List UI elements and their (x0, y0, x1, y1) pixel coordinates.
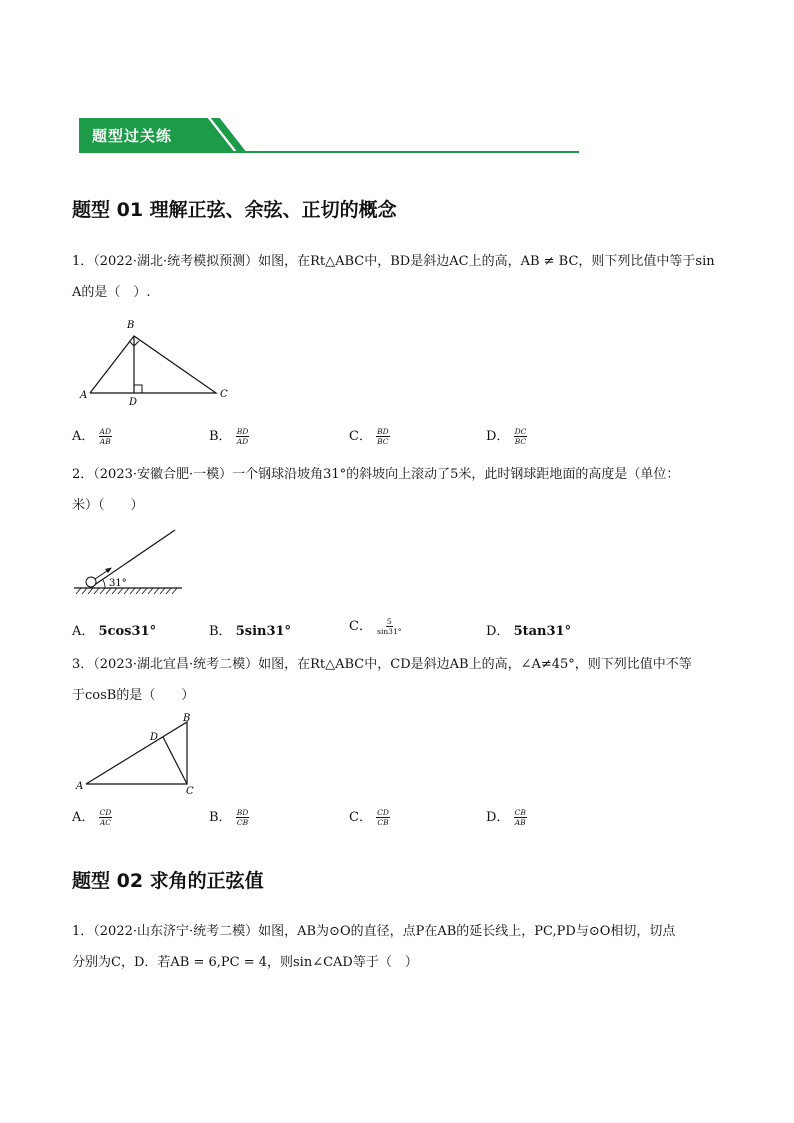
fraction: $\frac{CB}{AB}$ (514, 808, 526, 827)
vertex-label-b: B (183, 713, 191, 724)
option-value: 5cos31° (98, 624, 157, 639)
banner-label: 题型过关练 (92, 127, 173, 145)
option-letter: B． (209, 810, 232, 825)
section-title-02: 题型 02 求角的正弦值 (72, 870, 264, 892)
question-line: 1．（2022·湖北·统考模拟预测）如图，在Rt△ABC中，BD是斜边AC上的高，AB ≠ BC，则下列比值中等于sin (72, 254, 715, 269)
triangle-outline (86, 722, 187, 784)
vertex-label-b: B (127, 320, 135, 331)
option-b[interactable] (209, 425, 249, 446)
option-a[interactable] (72, 620, 156, 639)
option-a[interactable] (72, 425, 112, 446)
question-line: A的是（ ）. (72, 285, 151, 300)
vertex-label-c: C (186, 786, 194, 797)
option-c[interactable] (349, 615, 402, 636)
option-letter: A． (72, 624, 95, 639)
triangle-abc-figure (72, 710, 202, 800)
fraction: $\frac{BD}{CB}$ (236, 808, 249, 827)
vertex-label-d: D (150, 732, 159, 743)
fraction: $\frac{CD}{CB}$ (377, 808, 389, 827)
vertex-label-a: A (80, 390, 88, 401)
vertex-label-a: A (76, 781, 84, 792)
vertex-label-c: C (220, 389, 228, 400)
option-letter: C． (349, 810, 372, 825)
banner-underline (79, 151, 579, 153)
vertex-label-d: D (129, 397, 138, 408)
question-3-text (72, 649, 724, 711)
fraction: $\frac{BD}{BC}$ (377, 427, 389, 446)
section-title-01: 题型 01 理解正弦、余弦、正切的概念 (72, 199, 397, 221)
option-letter: D． (486, 429, 510, 444)
option-d[interactable] (486, 620, 571, 639)
option-letter: C． (349, 619, 372, 634)
fraction: $\frac{CD}{AC}$ (99, 808, 112, 827)
right-angle-mark-d (134, 385, 142, 393)
option-letter: C． (349, 429, 372, 444)
triangle-outline (90, 336, 216, 393)
altitude-cd (163, 737, 187, 784)
question-line: 3．（2023·湖北宜昌·统考二模）如图，在Rt△ABC中，CD是斜边AB上的高，∠A≠45°，则下列比值中不等 (72, 657, 692, 672)
option-b[interactable] (209, 620, 291, 639)
question-line: 分别为C，D．若AB = 6,PC = 4，则sin∠CAD等于（ ） (72, 955, 418, 970)
option-letter: B． (209, 624, 232, 639)
option-value: 5sin31° (235, 624, 292, 639)
option-letter: B． (209, 429, 232, 444)
option-letter: D． (486, 624, 510, 639)
option-d[interactable] (486, 806, 527, 827)
option-d[interactable] (486, 425, 527, 446)
option-letter: D． (486, 810, 510, 825)
question-line: 于cosB的是（ ） (72, 688, 195, 703)
question-2-text (72, 459, 724, 521)
fraction: $\frac{BD}{AD}$ (236, 427, 249, 446)
slope-figure (72, 524, 187, 599)
option-value: 5tan31° (513, 624, 572, 639)
angle-arc (103, 580, 105, 588)
question-line: 米）（ ） (72, 498, 144, 513)
option-letter: A． (72, 429, 95, 444)
fraction: $\frac{DC}{BC}$ (514, 427, 527, 446)
option-a[interactable] (72, 806, 112, 827)
fraction: $\frac{5}{\sin 31^\circ}$ (377, 617, 402, 636)
steel-ball (86, 577, 96, 587)
question-1-text (72, 246, 724, 308)
question-line: 2．（2023·安徽合肥·一模）一个钢球沿坡角31°的斜坡向上滚动了5米，此时钢球距地面的高度是（单位： (72, 467, 680, 482)
option-c[interactable] (349, 806, 390, 827)
question-line: 1．（2022·山东济宁·统考二模）如图，AB为⊙O的直径，点P在AB的延长线上，PC,PD与⊙O相切，切点 (72, 924, 676, 939)
fraction: $\frac{AD}{AB}$ (99, 427, 111, 446)
triangle-abc-figure (78, 318, 238, 408)
slope-line (90, 530, 175, 588)
option-b[interactable] (209, 806, 249, 827)
option-letter: A． (72, 810, 95, 825)
option-c[interactable] (349, 425, 390, 446)
angle-label: 31° (109, 578, 127, 589)
question-4-text (72, 916, 724, 978)
